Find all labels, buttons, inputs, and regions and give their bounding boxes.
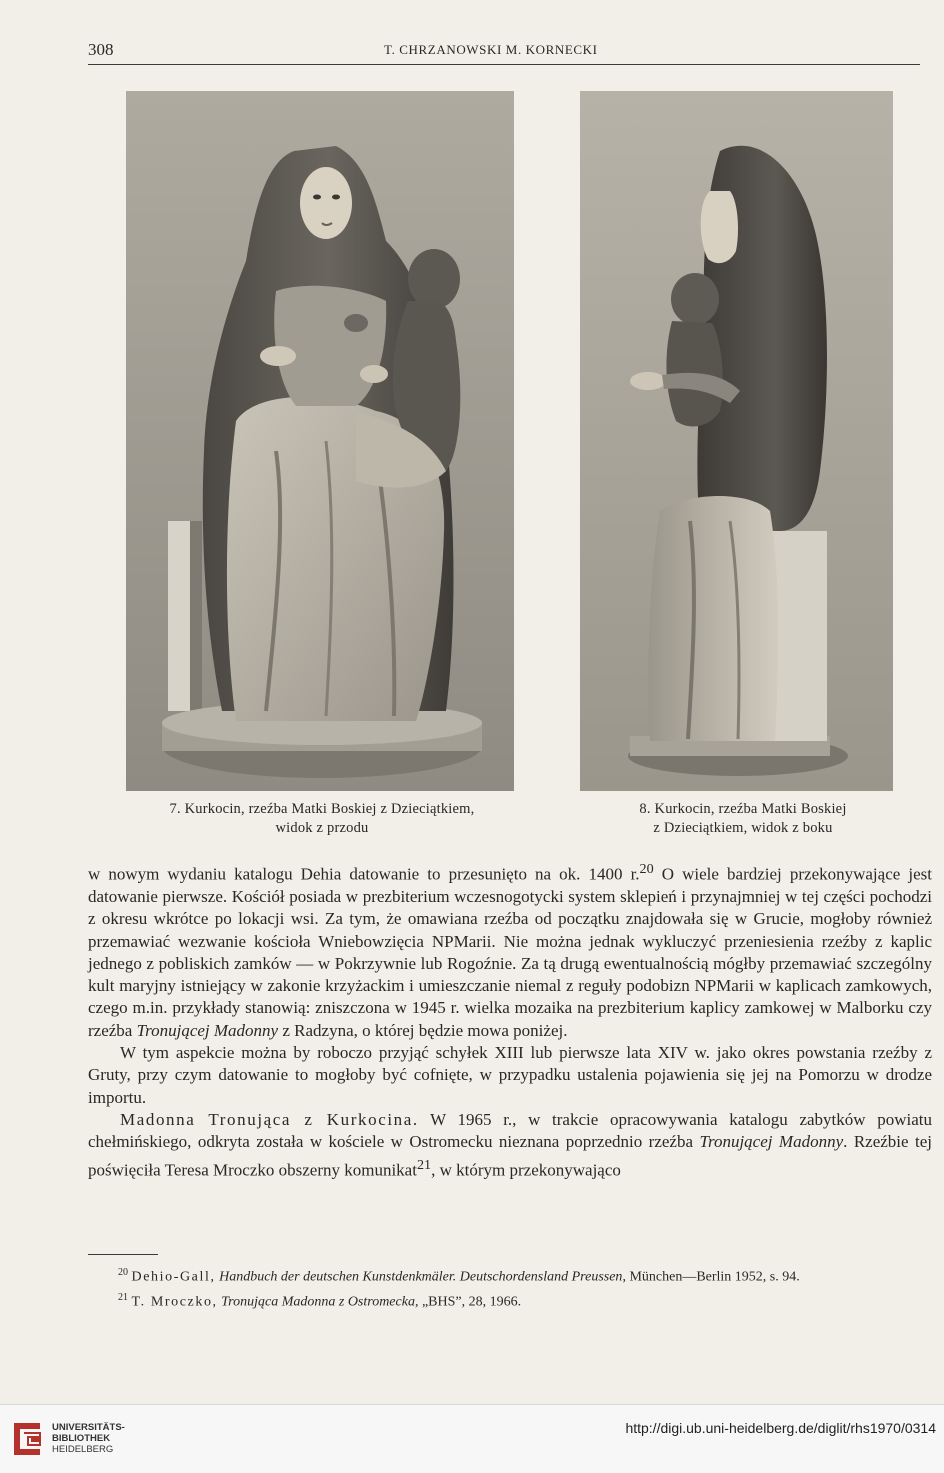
running-header (88, 40, 920, 62)
p1-text-1: w nowym wydaniu katalogu Dehia datowanie to przesunięto na ok. 1400 r. (88, 864, 640, 884)
footnote-author: T. Mroczko, (131, 1294, 218, 1310)
footnote-20 (118, 1263, 908, 1288)
figure-7-caption (120, 800, 524, 838)
footnote-rest: , „BHS”, 28, 1966. (414, 1294, 522, 1310)
madonna-side-image (580, 91, 893, 791)
footnote-ref-21: 21 (416, 1156, 432, 1173)
footnote-rest: , München—Berlin 1952, s. 94. (622, 1269, 800, 1285)
footnote-number: 20 (118, 1267, 128, 1278)
library-name-line2: BIBLIOTHEK (52, 1433, 111, 1444)
madonna-front-image (126, 91, 514, 791)
footnote-21 (118, 1288, 908, 1313)
figure-7-caption-line2: widok z przodu (275, 820, 369, 836)
section-heading: Madonna Tronująca z Kurkocina. (120, 1109, 419, 1129)
footnote-title: Handbuch der deutschen Kunstdenkmäler. Deutschordensland Preussen (219, 1269, 623, 1285)
footnote-ref-20: 20 (639, 861, 654, 877)
paragraph-2: W tym aspekcie można by roboczo przyjąć schyłek XIII lub pierwsze lata XIV w. jako okres powstania rzeźby z Gruty, przy czym datowanie to mogłoby być cofnięte, w przypadku ustalenia pojawienia się jej na Pomorzu w drodze importu. (88, 1043, 932, 1107)
header-rule (88, 64, 920, 65)
library-name-line1: UNIVERSITÄTS- (52, 1422, 125, 1433)
footnote-number: 21 (118, 1291, 128, 1303)
digitization-footer (0, 1404, 944, 1473)
paragraph-3 (88, 1109, 932, 1182)
body-text (88, 858, 932, 1181)
footnote-title: Tronująca Madonna z Ostromecka (221, 1294, 415, 1310)
figure-7-caption-line1: 7. Kurkocin, rzeźba Matki Boskiej z Dzieciątkiem, (169, 801, 475, 817)
library-name[interactable] (52, 1422, 125, 1455)
p1-text-2: O wiele bardziej przekonywające jest datowanie pierwsze. Kościół posiada w prezbiterium wczesnogotycki system sklepień i przynajmniej w tej części pochodzi z okresu wkrótce po lokacji wsi. Za tym, że omawiana rzeźba od początku znajdowała się w Grucie, mogłoby również przemawiać wezwanie kościoła Wniebowzięcia NPMarii. Nie można jednak wykluczyć przeniesienia rzeźby z kaplic jednego z pobliskich zamków — w Pokrzywnie lub Rogoźnie. Za tą drugą ewentualnością mógłby przemawiać szczególny kult maryjny istniejący w zakonie krzyżackim i umieszczanie niemal z reguły podobizn NPMarii w kaplicach zamkowych, czego m.in. przykłady stanowią: zniszczona w 1945 r. wielka mozaika na prezbiterium kaplicy zamkowej w Malborku czy rzeźba (88, 864, 932, 1040)
figure-8-caption-line1: 8. Kurkocin, rzeźba Matki Boskiej (639, 801, 847, 817)
permalink-url[interactable]: http://digi.ub.uni-heidelberg.de/diglit/rhs1970/0314 (625, 1420, 936, 1436)
p1-italic-title: Tronującej Madonny (136, 1020, 279, 1040)
figure-7-photo (126, 91, 514, 791)
p1-text-3: z Radzyna, o której będzie mowa poniżej. (278, 1020, 568, 1040)
paragraph-1 (88, 858, 932, 1042)
figure-8-caption-line2: z Dzieciątkiem, widok z boku (653, 820, 833, 836)
figure-8-photo (580, 91, 893, 791)
running-title: T. CHRZANOWSKI M. KORNECKI (384, 42, 598, 57)
p3-text-3: , w którym przekonywająco (431, 1160, 621, 1180)
page-number: 308 (88, 40, 114, 59)
p3-italic-title: Tronującej Madonny (699, 1132, 844, 1152)
footnote-author: Dehio-Gall, (131, 1269, 216, 1285)
footnotes (118, 1263, 908, 1312)
p3-text-1: W 1965 r., w trakcie opracowywania katalogu zabytków powiatu chełmińskiego, odkryta została w kościele w Ostromecku nieznana poprzednio rzeźba (88, 1109, 932, 1152)
library-logo-icon[interactable] (10, 1419, 44, 1459)
footnote-rule (88, 1254, 158, 1255)
library-name-line3: HEIDELBERG (52, 1444, 114, 1455)
p3-text-2: . Rzeźbie tej poświęciła Teresa Mroczko obszerny komunikat (88, 1132, 932, 1180)
figure-8-caption (578, 800, 908, 838)
